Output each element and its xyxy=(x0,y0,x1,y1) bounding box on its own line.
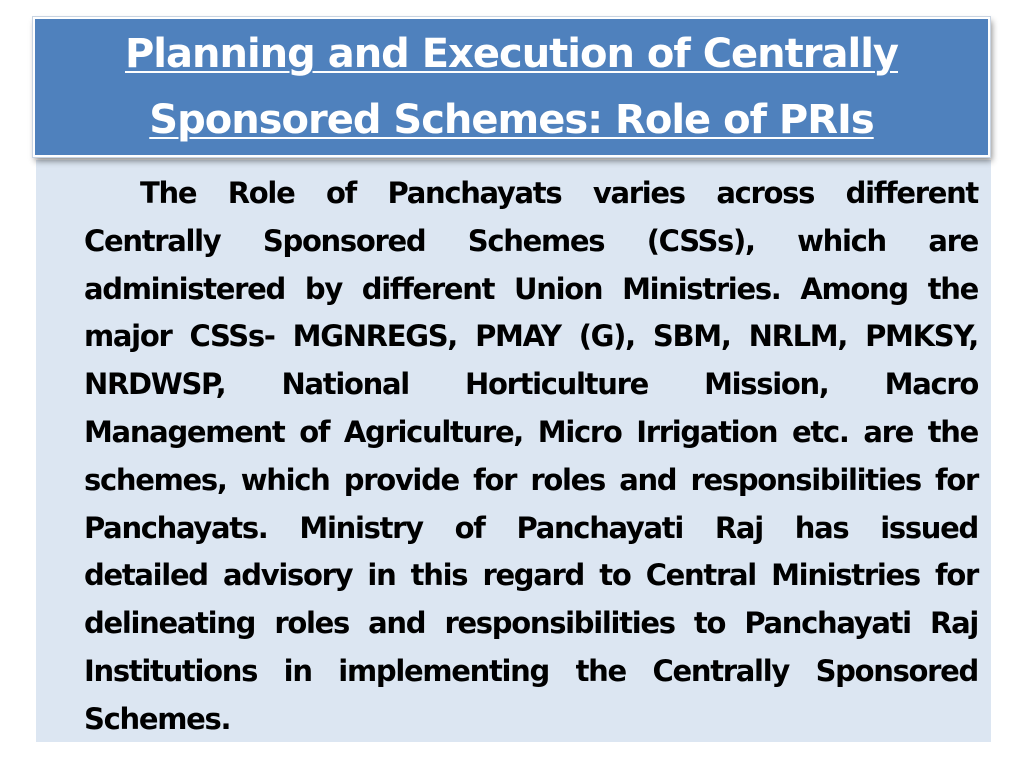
slide-body-paragraph: The Role of Panchayats varies across different Centrally Sponsored Schemes (CSSs), which are administered by different Union Ministries. Among the major CSSs- MGNREGS, PMAY (G), SBM, NRLM, PMKSY, NRDWSP, National Horticulture Mission, Macro Management of Agriculture, Micro Irrigation etc. are the schemes, which provide for roles and responsibilities for Panchayats. Ministry of Panchayati Raj has issued detailed advisory in this regard to Central Ministries for delineating roles and responsibilities to Panchayati Raj Institutions in implementing the Centrally Sponsored Schemes. xyxy=(84,176,978,736)
slide-title: Planning and Execution of Centrally Sponsored Schemes: Role of PRIs xyxy=(124,31,898,143)
title-box xyxy=(33,17,990,157)
